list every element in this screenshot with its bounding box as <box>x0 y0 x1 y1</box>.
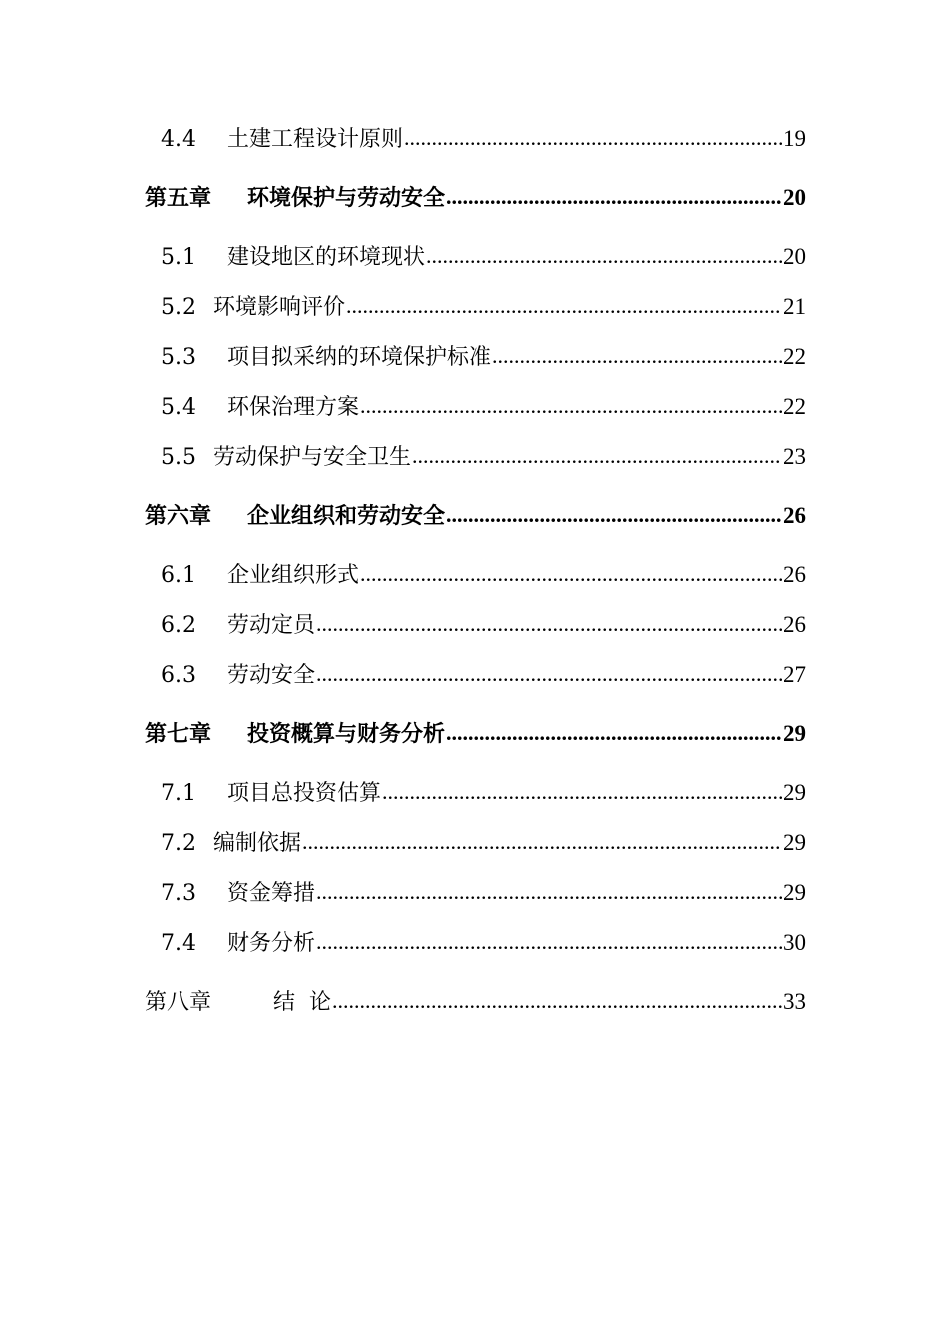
toc-entry-page: 20 <box>783 244 806 269</box>
toc-dot-leader <box>426 243 782 270</box>
toc-chapter-title: 环境保护与劳动安全 <box>247 185 446 211</box>
toc-entry-5-3[interactable] <box>145 344 806 394</box>
toc-entry-number: 7.1 <box>161 781 196 806</box>
toc-entry-number: 5.4 <box>161 395 196 420</box>
toc-chapter-page: 26 <box>783 503 806 528</box>
toc-chapter-7[interactable] <box>145 721 806 780</box>
toc-entry-7-2[interactable] <box>145 830 806 880</box>
toc-entry-title: 财务分析 <box>227 931 316 956</box>
toc-dot-leader <box>302 829 782 856</box>
toc-entry-6-2[interactable] <box>145 612 806 662</box>
toc-chapter-title: 投资概算与财务分析 <box>247 721 446 747</box>
toc-entry-title: 环保治理方案 <box>227 395 360 420</box>
toc-chapter-title: 结 论 <box>273 990 331 1015</box>
toc-entry-page: 19 <box>783 126 806 151</box>
toc-entry-title: 建设地区的环境现状 <box>227 245 426 270</box>
toc-entry-title: 土建工程设计原则 <box>227 127 404 152</box>
toc-dot-leader <box>360 561 782 588</box>
toc-entry-5-2[interactable] <box>145 294 806 344</box>
toc-dot-leader <box>446 720 782 746</box>
toc-entry-number: 5.1 <box>161 245 196 270</box>
toc-chapter-page: 33 <box>783 989 806 1014</box>
toc-entry-number: 6.2 <box>161 613 196 638</box>
toc-entry-number: 7.4 <box>161 931 196 956</box>
toc-entry-page: 21 <box>783 294 806 319</box>
toc-entry-5-5[interactable] <box>145 444 806 494</box>
toc-entry-title: 劳动安全 <box>227 663 316 688</box>
toc-dot-leader <box>316 611 782 638</box>
toc-entry-7-1[interactable] <box>145 780 806 830</box>
toc-entry-title: 项目总投资估算 <box>227 781 382 806</box>
toc-entry-page: 22 <box>783 394 806 419</box>
toc-entry-title: 资金筹措 <box>227 881 316 906</box>
toc-chapter-8[interactable] <box>145 989 806 1048</box>
toc-chapter-number: 第五章 <box>145 185 212 211</box>
toc-entry-6-3[interactable] <box>145 662 806 712</box>
toc-entry-number: 7.2 <box>161 831 196 856</box>
toc-dot-leader <box>360 393 782 420</box>
toc-chapter-number: 第七章 <box>145 721 212 747</box>
toc-entry-number: 4.4 <box>161 127 196 152</box>
toc-entry-page: 22 <box>783 344 806 369</box>
toc-entry-title: 编制依据 <box>213 831 302 856</box>
toc-dot-leader <box>446 184 782 210</box>
toc-entry-number: 5.2 <box>161 295 196 320</box>
toc-chapter-number: 第六章 <box>145 503 212 529</box>
toc-entry-page: 26 <box>783 562 806 587</box>
toc-entry-page: 30 <box>783 930 806 955</box>
toc-entry-title: 企业组织形式 <box>227 563 360 588</box>
toc-entry-title: 劳动定员 <box>227 613 316 638</box>
toc-entry-7-3[interactable] <box>145 880 806 930</box>
toc-chapter-6[interactable] <box>145 503 806 562</box>
toc-chapter-5[interactable] <box>145 185 806 244</box>
toc-entry-page: 27 <box>783 662 806 687</box>
toc-entry-page: 23 <box>783 444 806 469</box>
toc-chapter-page: 20 <box>783 185 806 210</box>
toc-chapter-title: 企业组织和劳动安全 <box>247 503 446 529</box>
toc-entry-page: 29 <box>783 830 806 855</box>
toc-entry-number: 5.5 <box>161 445 196 470</box>
toc-dot-leader <box>446 502 782 528</box>
table-of-contents <box>145 126 806 1048</box>
toc-entry-number: 7.3 <box>161 881 196 906</box>
toc-entry-title: 劳动保护与安全卫生 <box>213 445 412 470</box>
toc-chapter-number: 第八章 <box>145 990 212 1015</box>
toc-entry-title: 项目拟采纳的环境保护标准 <box>227 345 492 370</box>
toc-entry-7-4[interactable] <box>145 930 806 980</box>
toc-entry-6-1[interactable] <box>145 562 806 612</box>
toc-dot-leader <box>332 988 782 1015</box>
toc-entry-5-1[interactable] <box>145 244 806 294</box>
toc-entry-4-4[interactable] <box>145 126 806 176</box>
toc-chapter-page: 29 <box>783 721 806 746</box>
toc-entry-number: 6.3 <box>161 663 196 688</box>
toc-entry-page: 26 <box>783 612 806 637</box>
toc-entry-page: 29 <box>783 780 806 805</box>
toc-dot-leader <box>316 929 782 956</box>
toc-dot-leader <box>404 125 782 152</box>
toc-dot-leader <box>316 879 782 906</box>
toc-entry-page: 29 <box>783 880 806 905</box>
toc-dot-leader <box>382 779 782 806</box>
toc-entry-5-4[interactable] <box>145 394 806 444</box>
toc-dot-leader <box>346 293 782 320</box>
toc-entry-number: 6.1 <box>161 563 196 588</box>
toc-entry-title: 环境影响评价 <box>213 295 346 320</box>
toc-dot-leader <box>492 343 782 370</box>
toc-dot-leader <box>412 443 782 470</box>
toc-entry-number: 5.3 <box>161 345 196 370</box>
toc-dot-leader <box>316 661 782 688</box>
